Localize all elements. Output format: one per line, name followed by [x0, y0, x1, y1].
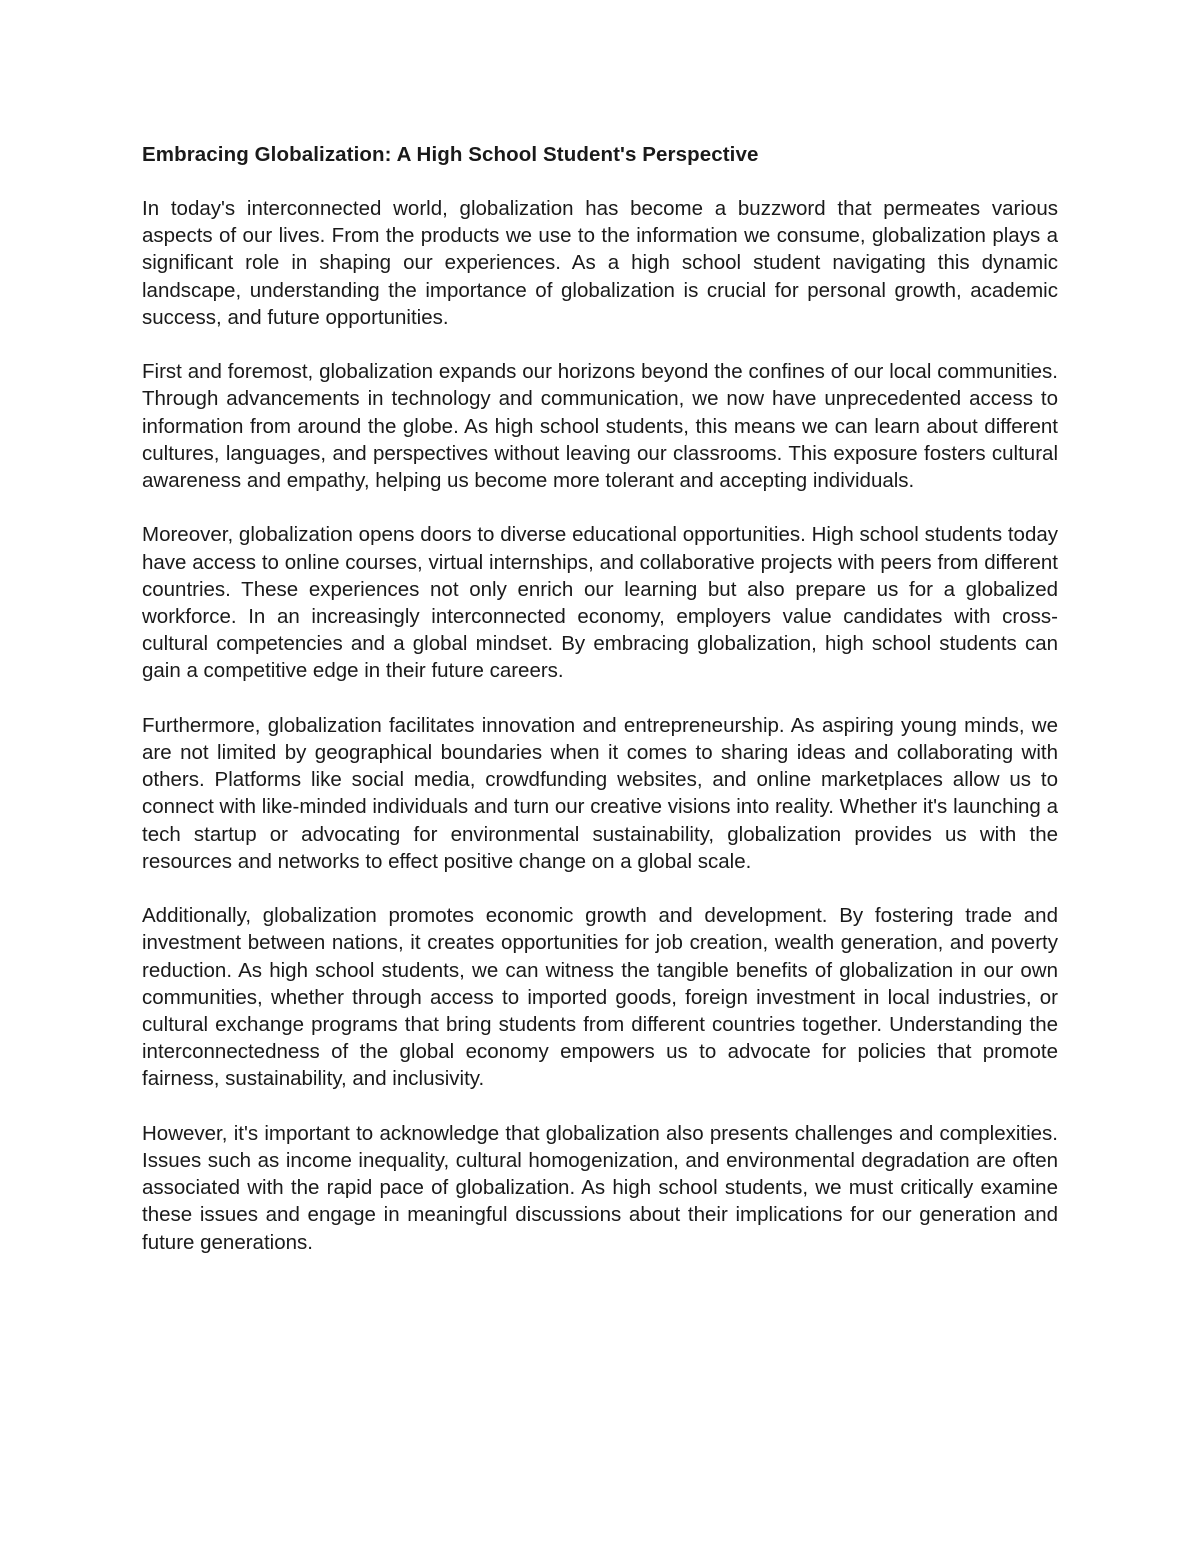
paragraph-economy: Additionally, globalization promotes economic growth and development. By fostering trade and investment between nations, it creates opportunities for job creation, wealth generation, and poverty reduction. As high school students, we can witness the tangible benefits of globalization in our own communities, whether through access to imported goods, foreign investment in local industries, or cultural exchange programs that bring students from different countries together. Understanding the interconnectedness of the global economy empowers us to advocate for policies that promote fairness, sustainability, and inclusivity. [142, 904, 1058, 1091]
paragraph-intro: In today's interconnected world, globalization has become a buzzword that permeates various aspects of our lives. From the products we use to the information we consume, globalization plays a significant role in shaping our experiences. As a high school student navigating this dynamic landscape, understanding the importance of globalization is crucial for personal growth, academic success, and future opportunities. [142, 197, 1058, 329]
paragraph-horizons: First and foremost, globalization expands our horizons beyond the confines of our local communities. Through advancements in technology and communication, we now have unprecedented access to information from around the globe. As high school students, this means we can learn about different cultures, languages, and perspectives without leaving our classrooms. This exposure fosters cultural awareness and empathy, helping us become more tolerant and accepting individuals. [142, 360, 1058, 493]
document-title: Embracing Globalization: A High School Student's Perspective [142, 143, 759, 166]
paragraph-challenges: However, it's important to acknowledge that globalization also presents challenges and complexities. Issues such as income inequality, cultural homogenization, and environmental degradation are often associated with the rapid pace of globalization. As high school students, we must critically examine these issues and engage in meaningful discussions about their implications for our generation and future generations. [142, 1121, 1058, 1254]
document-body [142, 141, 1058, 1283]
paragraph-innovation: Furthermore, globalization facilitates innovation and entrepreneurship. As aspiring young minds, we are not limited by geographical boundaries when it comes to sharing ideas and collaborating with others. Platforms like social media, crowdfunding websites, and online marketplaces allow us to connect with like-minded individuals and turn our creative visions into reality. Whether it's launching a tech startup or advocating for environmental sustainability, globalization provides us with the resources and networks to effect positive change on a global scale. [142, 713, 1058, 873]
paragraph-education: Moreover, globalization opens doors to diverse educational opportunities. High school students today have access to online courses, virtual internships, and collaborative projects with peers from different countries. These experiences not only enrich our learning but also prepare us for a globalized workforce. In an increasingly interconnected economy, employers value candidates with cross-cultural competencies and a global mindset. By embracing globalization, high school students can gain a competitive edge in their future careers. [142, 523, 1058, 683]
